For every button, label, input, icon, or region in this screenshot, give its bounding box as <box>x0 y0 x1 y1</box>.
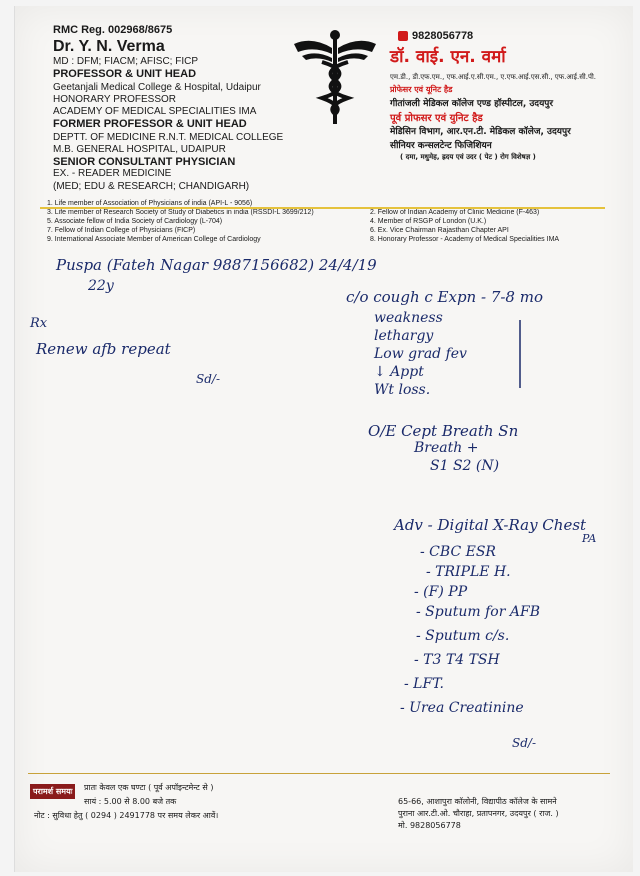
rx-note: Renew afb repeat <box>36 340 171 358</box>
degrees: MD : DFM; FIACM; AFISC; FICP <box>53 56 198 67</box>
history-3: Low grad fev <box>374 346 467 362</box>
advice-5: - Sputum for AFB <box>416 604 540 620</box>
header-divider <box>40 207 605 209</box>
consult-time-label: परामर्श समयः <box>30 784 75 799</box>
hospital-hindi: गीतांजली मेडिकल कॉलेज एण्ड हॉस्पीटल, उदयपुर <box>390 99 554 109</box>
membership-2: 2. Fellow of Indian Academy of Clinic Medicine (F-463) <box>370 209 540 216</box>
membership-5: 5. Associate fellow of India Society of Cardiology (L-704) <box>47 218 223 225</box>
membership-4: 4. Member of RSGP of London (U.K.) <box>370 218 487 225</box>
membership-6: 6. Ex. Vice Chairman Rajasthan Chapter API <box>370 227 509 234</box>
membership-3: 3. Life member of Research Society of Study of Diabetics in india (RSSDI-L 3699/212) <box>47 209 314 216</box>
advice-2: - CBC ESR <box>420 544 496 560</box>
appointment-note: नोट : सुविधा हेतु ( 0294 ) 2491778 पर समय लेकर आवें। <box>34 811 219 820</box>
history-2: lethargy <box>374 328 434 344</box>
patient-line: Puspa (Fateh Nagar 9887156682) 24/4/19 <box>56 256 377 274</box>
former-hindi: पूर्व प्रोफसर एवं युनिट हैड <box>390 113 483 124</box>
phone-top: 9828056778 <box>412 30 474 42</box>
exam-2: Breath + <box>414 440 479 456</box>
history-1: weakness <box>374 310 443 326</box>
membership-9: 9. International Associate Member of American College of Cardiology <box>47 236 261 243</box>
doctor-name: Dr. Y. N. Verma <box>53 38 165 55</box>
morning-time: प्रातः केवल एक घण्टा ( पूर्व अपॉइन्टमेन्ट से ) <box>84 783 214 792</box>
dept-hindi: मेडिसिन विभाग, आर.एन.टी. मेडिकल कॉलेज, उदयपुर <box>390 127 571 137</box>
complaint: c/o cough c Expn - 7-8 mo <box>346 288 543 306</box>
patient-age: 22y <box>88 278 114 294</box>
membership-8: 8. Honorary Professor - Academy of Medical Specialities IMA <box>370 236 560 243</box>
address-2: पुराना आर.टी.ओ. चौराहा, प्रतापनगर, उदयपुर ( राज. ) <box>398 809 559 818</box>
phone-icon <box>398 31 408 41</box>
address-phone: मो. 9828056778 <box>398 821 461 830</box>
advice-pa: PA <box>582 532 597 545</box>
advice-1: Adv - Digital X-Ray Chest <box>394 516 587 534</box>
degrees-hindi: एम.डी., डी.एफ.एम., एफ.आई.ए.सी.एम., ए.एफ.आई.एस.सी., एफ.आई.सी.पी. <box>390 73 596 81</box>
exam-1: O/E Cept Breath Sn <box>368 422 519 440</box>
membership-1: 1. Life member of Association of Physicians of india (API-L - 9056) <box>47 200 253 207</box>
rmc-reg: RMC Reg. 002968/8675 <box>53 24 173 36</box>
footer-divider <box>28 773 610 774</box>
signature-2: Sd/- <box>512 736 536 750</box>
membership-7: 7. Fellow of Indian College of Physicians (FICP) <box>47 227 196 234</box>
advice-4: - (F) PP <box>414 584 468 600</box>
academy: ACADEMY OF MEDICAL SPECIALITIES IMA <box>53 106 257 117</box>
evening-time: सायं : 5.00 से 8.00 बजे तक <box>84 797 177 806</box>
hospital: Geetanjali Medical College & Hospital, Udaipur <box>53 82 261 93</box>
reader: EX. - READER MEDICINE <box>53 168 172 179</box>
caduceus-icon <box>292 28 378 126</box>
rx-mark: Rx <box>30 316 48 331</box>
advice-7: - T3 T4 TSH <box>414 652 500 668</box>
history-4: ↓ Appt <box>374 364 424 380</box>
advice-3: - TRIPLE H. <box>426 564 511 580</box>
history-5: Wt loss. <box>374 382 431 398</box>
address-1: 65-66, आशापुरा कॉलोनी, विद्यापीठ कॉलेज के सामने <box>398 797 557 806</box>
designation: PROFESSOR & UNIT HEAD <box>53 68 197 80</box>
advice-9: - Urea Creatinine <box>400 700 524 716</box>
former: FORMER PROFESSOR & UNIT HEAD <box>53 118 247 130</box>
senior-hindi: सीनियर कन्सलटेन्ट फिजिशियन <box>390 141 492 151</box>
designation-hindi: प्रोफेसर एवं यूनिट हैड <box>390 85 453 94</box>
senior: SENIOR CONSULTANT PHYSICIAN <box>53 156 236 168</box>
med: (MED; EDU & RESEARCH; CHANDIGARH) <box>53 181 250 192</box>
specialty-hindi: ( दमा, मधुमेह, ह्रदय एवं उदर ( पेट ) रोग विशेषज्ञ ) <box>400 153 536 161</box>
bracket-mark <box>510 318 530 390</box>
exam-3: S1 S2 (N) <box>430 458 500 474</box>
deptt: DEPTT. OF MEDICINE R.N.T. MEDICAL COLLEGE <box>53 132 284 143</box>
mbgh: M.B. GENERAL HOSPITAL, UDAIPUR <box>53 144 226 155</box>
doctor-name-hindi: डॉ. वाई. एन. वर्मा <box>390 47 506 67</box>
signature-1: Sd/- <box>196 372 220 386</box>
advice-8: - LFT. <box>404 676 444 692</box>
honorary: HONORARY PROFESSOR <box>53 94 176 105</box>
advice-6: - Sputum c/s. <box>416 628 510 644</box>
